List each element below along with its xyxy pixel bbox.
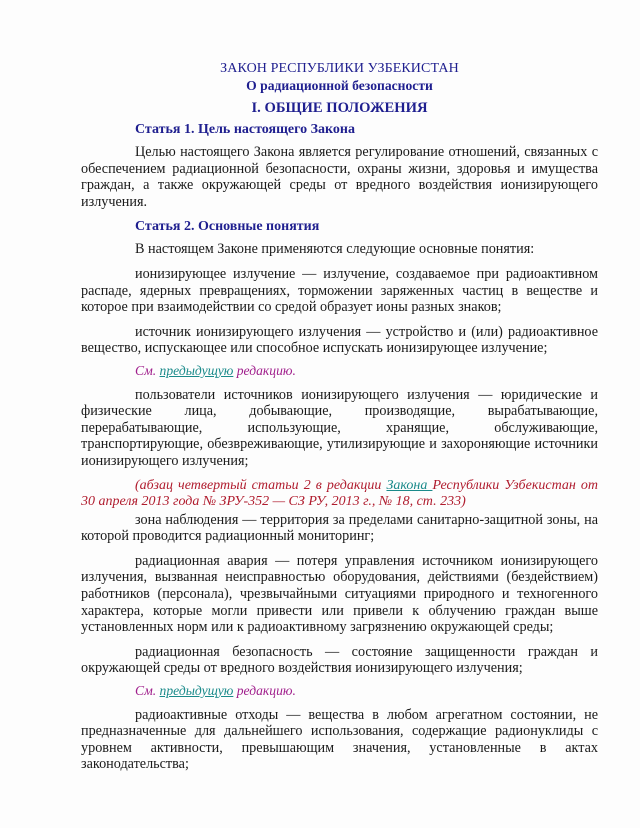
previous-edition-link-2[interactable]: предыдущую — [159, 683, 234, 699]
previous-edition-link-1[interactable]: предыдущую — [159, 362, 234, 378]
amendment-suffix: Республики Узбекистан от 30 апреля 2013 года № ЗРУ-352 — СЗ РУ, 2013 г., № 18, ст. 233) — [81, 477, 598, 510]
definition-ionizing-radiation: ионизирующее излучение — излучение, создаваемое при радиоактивном распаде, ядерных превращениях, торможении заряженных частиц в веществе и которое при взаимодействии со средой образует ионы разных знаков; — [81, 265, 598, 316]
definition-radioactive-waste: радиоактивные отходы — вещества в любом агрегатном состоянии, не предназначенные для дальнейшего использования, содержащие радионуклиды с уровнем активности, превышающим значения, установленные в актах законодательства; — [81, 706, 598, 773]
note-suffix: редакцию. — [233, 362, 296, 378]
previous-edition-note-1 — [81, 363, 598, 380]
definition-observation-zone: зона наблюдения — территория за пределами санитарно-защитной зоны, на которой проводится радиационный мониторинг; — [81, 511, 598, 545]
note-prefix: См. — [135, 683, 160, 699]
previous-edition-note-2 — [81, 683, 598, 700]
definition-source-users: пользователи источников ионизирующего излучения — юридические и физические лица, добывающие, производящие, вырабатывающие, перерабатывающие, использующие, хранящие, обслуживающие, транспортирующие, обезвреживающие, утилизирующие и захороняющие источники ионизирующего излучения; — [81, 386, 598, 469]
article-1-title: Статья 1. Цель настоящего Закона — [135, 122, 355, 137]
document-page — [81, 60, 598, 773]
section-title: I. ОБЩИЕ ПОЛОЖЕНИЯ — [251, 100, 428, 116]
definition-radiation-source: источник ионизирующего излучения — устройство и (или) радиоактивное вещество, испускающее или способное испускать ионизирующее излучение; — [81, 323, 598, 357]
amendment-prefix: (абзац четвертый статьи 2 в редакции — [135, 477, 387, 493]
amendment-note — [81, 478, 598, 511]
definition-radiation-accident: радиационная авария — потеря управления источником ионизирующего излучения, вызванная неисправностью оборудования, действиями (бездействием) работников (персонала), чрезвычайными ситуациями природного и техногенного характера, которые могли привести или привели к облучению граждан выше установленных норм или к радиоактивному загрязнению окружающей среды; — [81, 552, 598, 636]
article-2-title: Статья 2. Основные понятия — [135, 219, 320, 235]
amending-law-link[interactable]: Закона — [386, 477, 433, 493]
definition-radiation-safety: радиационная безопасность — состояние защищенности граждан и окружающей среды от вредного воздействия ионизирующего излучения; — [81, 643, 598, 677]
article-2-intro: В настоящем Законе применяются следующие основные понятия: — [135, 241, 535, 258]
article-1-paragraph: Целью настоящего Закона является регулирование отношений, связанных с обеспечением радиационной безопасности, охраны жизни, здоровья и имущества граждан, а также окружающей среды от вредного воздействия ионизирующего излучения. — [81, 144, 598, 210]
note-suffix: редакцию. — [233, 683, 296, 699]
law-subtitle: О радиационной безопасности — [246, 78, 433, 93]
law-title: ЗАКОН РЕСПУБЛИКИ УЗБЕКИСТАН — [220, 61, 459, 76]
note-prefix: См. — [135, 362, 160, 378]
